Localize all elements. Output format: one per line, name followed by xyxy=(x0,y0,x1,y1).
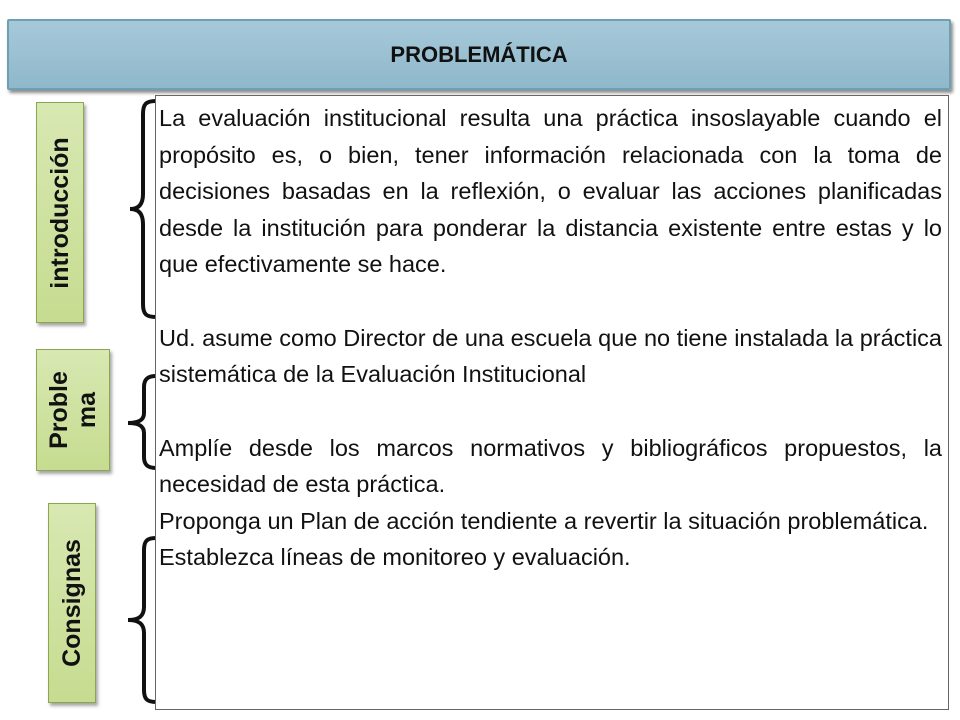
tab-problema-line1: Proble xyxy=(45,371,73,449)
tab-introduccion xyxy=(36,102,84,323)
tab-problema-label xyxy=(45,371,101,449)
consigna-item-2: Proponga un Plan de acción tendiente a revertir la situación problemática. xyxy=(159,507,929,534)
tab-consignas-label: Consignas xyxy=(58,539,86,667)
tab-problema-line2: ma xyxy=(73,391,101,429)
consigna-item-1: Amplíe desde los marcos normativos y bibliográficos propuestos, la necesidad de esta práctica. xyxy=(159,434,942,497)
tab-consignas xyxy=(48,503,96,703)
content-box xyxy=(155,95,949,710)
consigna-item-3: Establezca líneas de monitoreo y evaluación. xyxy=(159,544,631,570)
tab-introduccion-label: introducción xyxy=(46,136,74,289)
page-title: PROBLEMÁTICA xyxy=(390,41,568,67)
tab-problema xyxy=(36,349,110,471)
problema-paragraph: Ud. asume como Director de una escuela que no tiene instalada la práctica sistemática de la Evaluación Institucional xyxy=(159,324,942,387)
header-banner xyxy=(7,19,951,90)
intro-paragraph: La evaluación institucional resulta una práctica insoslayable cuando el propósito es, o bien, tener información relacionada con la toma de decisiones basadas en la reflexión, o evaluar las acciones planificadas desde la institución para ponderar la distancia existente entre estas y lo que efectivamente se hace. xyxy=(159,105,942,277)
